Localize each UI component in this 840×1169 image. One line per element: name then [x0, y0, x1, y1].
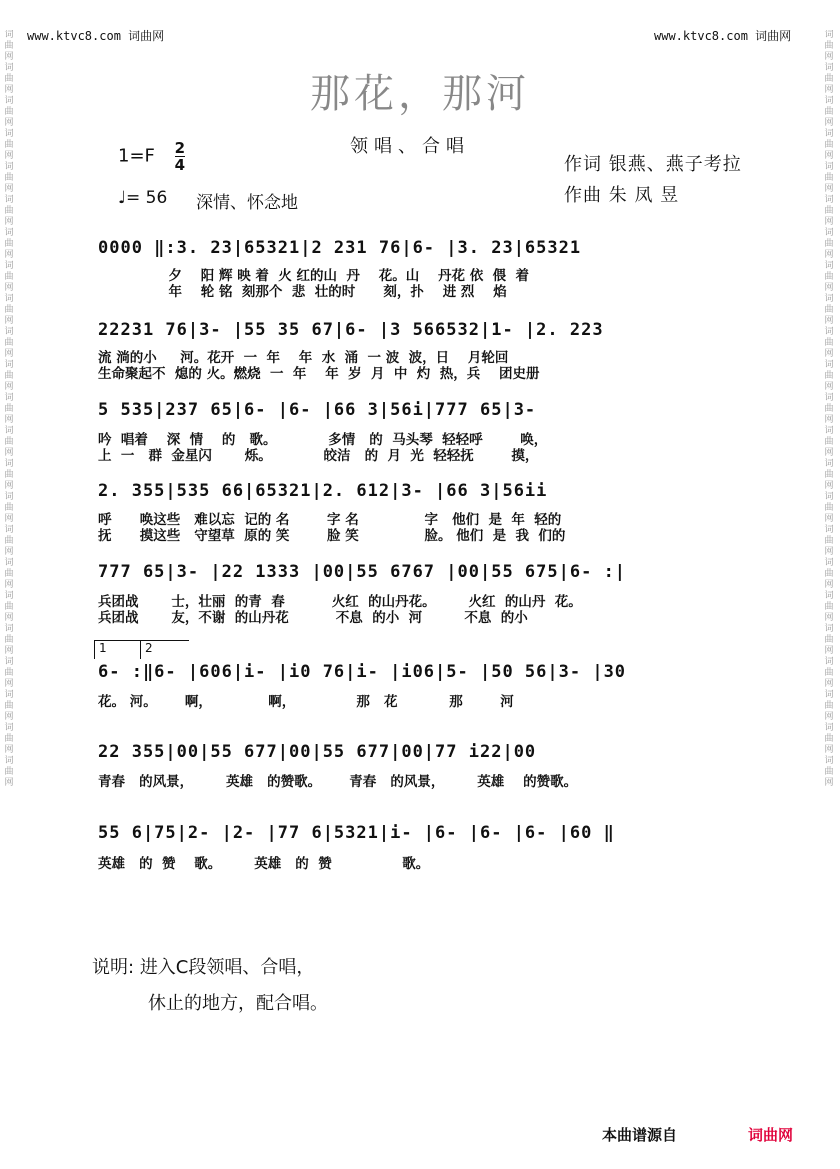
- score-row-6-lyric-1: 花。 河。 啊， 啊， 那 花 那 河: [98, 694, 514, 710]
- site-url-left: www.ktvc8.com 词曲网: [27, 29, 165, 43]
- key-signature: [118, 140, 185, 173]
- note-text-2: 休止的地方，配合唱。: [148, 993, 328, 1014]
- note-line-1: [92, 950, 328, 986]
- score-row-5-lyric-1: 兵团战 士，壮丽 的青 春 火红 的山丹花。 火红 的山丹 花。: [98, 594, 582, 610]
- site-url-right: www.ktvc8.com 词曲网: [654, 29, 792, 43]
- score-row-8-lyric-1: 英雄 的 赞 歌。 英雄 的 赞 歌。: [98, 856, 430, 872]
- score-row-2-notes: 22231 76|3- |55 35 67|6- |3 566532|1- |2. 223: [98, 320, 604, 340]
- score-row-3-notes: 5 535|237 65|6- |6- |66 3|56i|777 65|3-: [98, 400, 537, 420]
- composer-credit: 作曲 朱 凤 昱: [564, 185, 680, 206]
- source-label: 本曲谱源自: [602, 1126, 678, 1144]
- score-row-7-lyric-1: 青春 的风景， 英雄 的赞歌。 青春 的风景， 英雄 的赞歌。: [98, 774, 578, 790]
- score-row-4-notes: 2. 355|535 66|65321|2. 612|3- |66 3|56ii: [98, 481, 548, 501]
- score-row-8-notes: 55 6|75|2- |2- |77 6|5321|i- |6- |6- |6- |60 ‖: [98, 823, 615, 843]
- tempo-marking: ♩= 56: [118, 188, 168, 208]
- score-row-3-lyric-2: 上 一 群 金星闪 烁。 皎洁 的 月 光 轻轻抚 摸，: [98, 448, 539, 464]
- score-row-4-lyric-2: 抚 摸这些 守望草 原的 笑 脸 笑 脸。 他们 是 我 们的: [98, 528, 566, 544]
- performance-note: [92, 950, 328, 1022]
- lyricist-credit: 作词 银燕、燕子考拉: [564, 154, 742, 175]
- source-brand-link[interactable]: 词曲网: [748, 1126, 794, 1144]
- volta-second-ending: 2: [140, 640, 189, 659]
- score-row-1-lyric-1: 夕 阳 辉 映 着 火 红的山 丹 花。山 丹花 依 偎 着: [98, 268, 529, 284]
- score-row-5-lyric-2: 兵团战 友，不谢 的山丹花 不息 的小 河 不息 的小: [98, 610, 528, 626]
- score-row-5-notes: 777 65|3- |22 1333 |00|55 6767 |00|55 675|6- :|: [98, 562, 627, 582]
- score-row-7-notes: 22 355|00|55 677|00|55 677|00|77 i22|00: [98, 742, 537, 762]
- time-bottom: 4: [174, 156, 186, 174]
- song-title: 那花，那河: [310, 71, 530, 117]
- performance-type: 领唱、合唱: [350, 136, 470, 157]
- expression-marking: 深情、怀念地: [196, 193, 298, 213]
- note-label: 说明:: [92, 957, 135, 978]
- time-signature: [175, 140, 185, 173]
- side-watermark-right: 词曲网词曲网词曲网词曲网词曲网词曲网词曲网词曲网词曲网词曲网词曲网词曲网词曲网词曲网词曲网词曲网词曲网词曲网词曲网词曲网词曲网词曲网词曲网: [824, 30, 834, 788]
- score-row-3-lyric-1: 吟 唱着 深 情 的 歌。 多情 的 马头琴 轻轻呼 唤，: [98, 432, 548, 448]
- score-row-6-notes: 6- :‖6- |606|i- |i0 76|i- |i06|5- |50 56|3- |30: [98, 662, 627, 682]
- time-top: 2: [174, 139, 186, 157]
- note-text-1: 进入C段领唱、合唱，: [139, 957, 315, 978]
- score-row-2-lyric-2: 生命聚起不 熄的 火。燃烧 一 年 年 岁 月 中 灼 热，兵 团史册: [98, 366, 540, 382]
- score-row-1-notes: 0000 ‖:3. 23|65321|2 231 76|6- |3. 23|65321: [98, 238, 582, 258]
- volta-first-ending: 1: [94, 640, 141, 659]
- score-row-1-lyric-2: 年 轮 铭 刻那个 悲 壮的时 刻，扑 进 烈 焰: [98, 284, 507, 300]
- score-row-4-lyric-1: 呼 唤这些 难以忘 记的 名 字 名 字 他们 是 年 轻的: [98, 512, 562, 528]
- key-label: 1=F: [118, 145, 155, 167]
- score-row-2-lyric-1: 流 淌的小 河。花开 一 年 年 水 涌 一 波 波，日 月轮回: [98, 350, 509, 366]
- side-watermark-left: 词曲网词曲网词曲网词曲网词曲网词曲网词曲网词曲网词曲网词曲网词曲网词曲网词曲网词曲网词曲网词曲网词曲网词曲网词曲网词曲网词曲网词曲网词曲网: [4, 30, 14, 788]
